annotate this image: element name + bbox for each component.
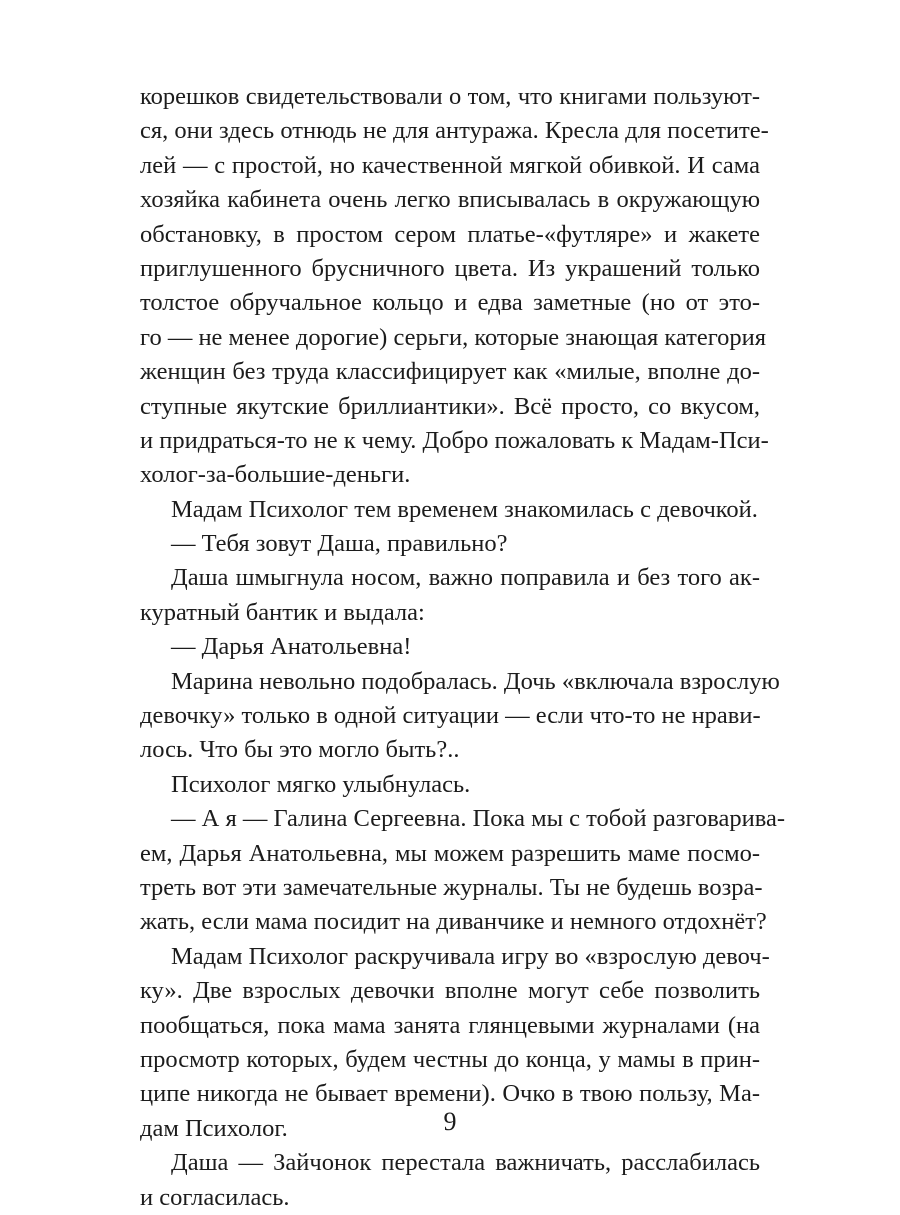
text-line: — А я — Галина Сергеевна. Пока мы с тобой разговарива- [171, 805, 785, 833]
text-line: девочку» только в одной ситуации — если что-то не нрави- [140, 702, 761, 730]
paragraph [140, 665, 780, 768]
paragraph [140, 1146, 760, 1215]
text-line: ку». Две взрослых девочки вполне могут себе позволить [140, 977, 760, 1005]
text-line: ступные якутские бриллиантики». Всё просто, со вкусом, [140, 392, 760, 420]
page-number: 9 [443, 1107, 457, 1136]
paragraph [140, 802, 785, 940]
text-line: дам Психолог. [140, 1114, 288, 1142]
body-text [140, 80, 785, 1215]
text-line: Мадам Психолог тем временем знакомилась с девочкой. [171, 495, 758, 523]
paragraph [140, 527, 760, 561]
paragraph [140, 561, 760, 630]
text-line: обстановку, в простом сером платье-«футляре» и жакете [140, 220, 760, 248]
text-line: просмотр которых, будем честны до конца, у мамы в прин- [140, 1045, 760, 1073]
text-line: лей — с простой, но качественной мягкой обивкой. И сама [140, 151, 760, 179]
text-line: Мадам Психолог раскручивала игру во «взрослую девоч- [171, 942, 770, 970]
text-line: ся, они здесь отнюдь не для антуража. Кресла для посетите- [140, 117, 769, 145]
text-line: женщин без труда классифицирует как «милые, вполне до- [140, 358, 760, 386]
text-line: го — не менее дорогие) серьги, которые знающая категория [140, 323, 767, 351]
text-line: Даша — Зайчонок перестала важничать, расслабилась [171, 1149, 760, 1177]
text-line: Психолог мягко улыбнулась. [171, 770, 471, 798]
paragraph [140, 80, 769, 493]
text-line: — Тебя зовут Даша, правильно? [171, 530, 508, 558]
paragraph [140, 493, 760, 527]
text-line: пообщаться, пока мама занята глянцевыми журналами (на [140, 1011, 760, 1039]
text-line: треть вот эти замечательные журналы. Ты не будешь возра- [140, 873, 763, 901]
text-line: Даша шмыгнула носом, важно поправила и без того ак- [171, 564, 760, 592]
text-line: приглушенного брусничного цвета. Из украшений только [140, 254, 760, 282]
text-line: холог-за-большие-деньги. [140, 461, 411, 489]
text-line: — Дарья Анатольевна! [171, 633, 412, 661]
text-line: куратный бантик и выдала: [140, 598, 425, 626]
text-line: жать, если мама посидит на диванчике и немного отдохнёт? [140, 908, 767, 936]
text-line: хозяйка кабинета очень легко вписывалась в окружающую [140, 186, 760, 214]
text-line: и придраться-то не к чему. Добро пожаловать к Мадам-Пси- [140, 426, 769, 454]
text-line: ципе никогда не бывает времени). Очко в твою пользу, Ма- [140, 1080, 760, 1108]
text-line: ем, Дарья Анатольевна, мы можем разрешить маме посмо- [140, 839, 760, 867]
paragraph [140, 630, 760, 664]
text-line: и согласилась. [140, 1183, 290, 1211]
text-line: толстое обручальное кольцо и едва заметные (но от это- [140, 289, 760, 317]
text-line: лось. Что бы это могло быть?.. [140, 736, 460, 764]
paragraph [140, 768, 760, 802]
text-line: корешков свидетельствовали о том, что книгами пользуют- [140, 83, 760, 110]
text-line: Марина невольно подобралась. Дочь «включала взрослую [171, 667, 780, 695]
